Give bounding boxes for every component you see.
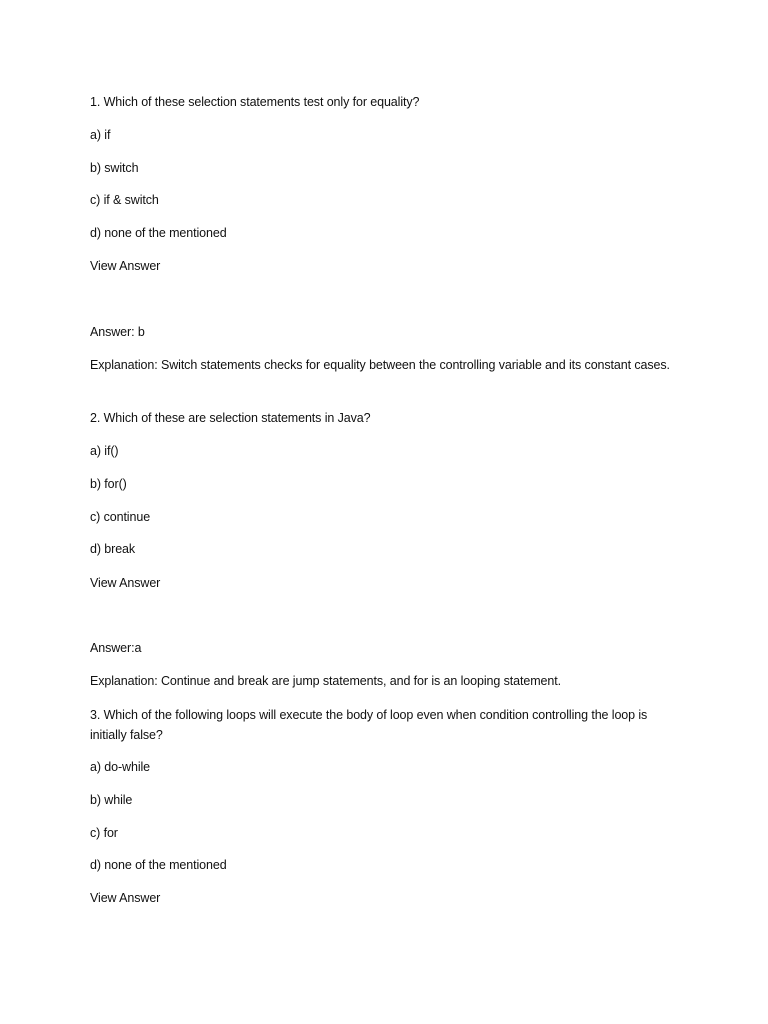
question-1-view-answer[interactable]: View Answer bbox=[90, 259, 161, 273]
question-3-text: 3. Which of the following loops will execute the body of loop even when condition controlling the loop is initially false? bbox=[90, 708, 648, 742]
question-1-option-b: b) switch bbox=[90, 161, 139, 175]
question-2-text: 2. Which of these are selection statements in Java? bbox=[90, 411, 371, 425]
question-2-option-b: b) for() bbox=[90, 477, 127, 491]
question-1-option-d: d) none of the mentioned bbox=[90, 226, 227, 240]
question-1-explanation: Explanation: Switch statements checks for equality between the controlling variable and its constant cases. bbox=[90, 358, 670, 372]
question-2-answer: Answer:a bbox=[90, 641, 142, 655]
question-2-option-d: d) break bbox=[90, 542, 136, 556]
question-3-option-a: a) do-while bbox=[90, 760, 151, 774]
question-2-view-answer[interactable]: View Answer bbox=[90, 576, 161, 590]
question-3-option-b: b) while bbox=[90, 793, 133, 807]
question-2-option-a: a) if() bbox=[90, 444, 119, 458]
question-1-option-c: c) if & switch bbox=[90, 193, 159, 207]
question-2-option-c: c) continue bbox=[90, 510, 151, 524]
question-1-option-a: a) if bbox=[90, 128, 111, 142]
question-3-view-answer[interactable]: View Answer bbox=[90, 891, 161, 905]
question-1-answer: Answer: b bbox=[90, 325, 145, 339]
question-2-explanation: Explanation: Continue and break are jump statements, and for is an looping statement. bbox=[90, 674, 561, 688]
question-1-text: 1. Which of these selection statements test only for equality? bbox=[90, 95, 420, 109]
question-3-option-d: d) none of the mentioned bbox=[90, 858, 227, 872]
question-3-option-c: c) for bbox=[90, 826, 118, 840]
